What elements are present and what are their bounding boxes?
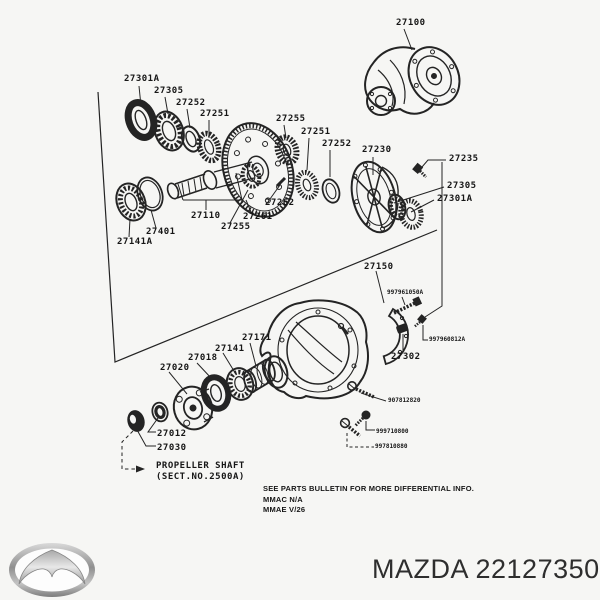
carrier-27100 bbox=[365, 38, 469, 115]
part-label: 27305 bbox=[447, 181, 477, 191]
part-label: 27255 bbox=[221, 222, 251, 232]
part-label: 27141A bbox=[117, 237, 153, 247]
part-label: 27255 bbox=[276, 114, 306, 124]
part-label: 999710800 bbox=[376, 428, 409, 435]
bulletin-line2: MMAC N/A bbox=[263, 494, 303, 504]
companion-flange-group bbox=[126, 358, 279, 433]
part-label: 27261 bbox=[243, 212, 273, 222]
part-label: 27100 bbox=[396, 18, 426, 28]
part-label: 27141 bbox=[215, 344, 245, 354]
part-label: 27030 bbox=[157, 443, 187, 453]
part-label: 997960812A bbox=[429, 336, 466, 343]
propeller-shaft-line1: PROPELLER SHAFT bbox=[156, 461, 245, 471]
bulletin-line1: SEE PARTS BULLETIN FOR MORE DIFFERENTIAL INFO. bbox=[263, 484, 475, 493]
part-label: 27251 bbox=[301, 127, 331, 137]
part-label: 27305 bbox=[154, 86, 184, 96]
part-label: 27301A bbox=[124, 74, 160, 84]
part-label: 27171 bbox=[242, 333, 272, 343]
part-label: 27110 bbox=[191, 211, 221, 221]
part-label: 27301A bbox=[437, 194, 473, 204]
bulletin-note bbox=[263, 485, 474, 517]
part-label: 997961050A bbox=[387, 289, 424, 296]
bulletin-line3: MMAE V/26 bbox=[263, 505, 306, 514]
part-label: 27230 bbox=[362, 145, 392, 155]
part-label: 27252 bbox=[176, 98, 206, 108]
part-label: 907812820 bbox=[388, 397, 421, 404]
axle-housing-group bbox=[260, 300, 408, 398]
part-label: 27012 bbox=[157, 429, 187, 439]
part-label: 27020 bbox=[160, 363, 190, 373]
part-label: 27302 bbox=[391, 352, 421, 362]
part-label: 997810880 bbox=[375, 443, 408, 450]
brand-part-number: MAZDA 22127350 bbox=[372, 554, 600, 584]
part-label: 27251 bbox=[200, 109, 230, 119]
part-label: 27018 bbox=[188, 353, 218, 363]
hardware-bolts bbox=[341, 297, 427, 436]
part-label: 27401 bbox=[146, 227, 176, 237]
mazda-logo-icon bbox=[6, 541, 98, 599]
part-label: 27252 bbox=[322, 139, 352, 149]
part-label: 27262 bbox=[265, 198, 295, 208]
part-label: 27150 bbox=[364, 262, 394, 272]
diff-case-group bbox=[294, 157, 426, 237]
part-label: 27235 bbox=[449, 154, 479, 164]
propeller-shaft-line2: (SECT.NO.2500A) bbox=[156, 472, 245, 482]
propeller-shaft-note bbox=[156, 461, 245, 483]
